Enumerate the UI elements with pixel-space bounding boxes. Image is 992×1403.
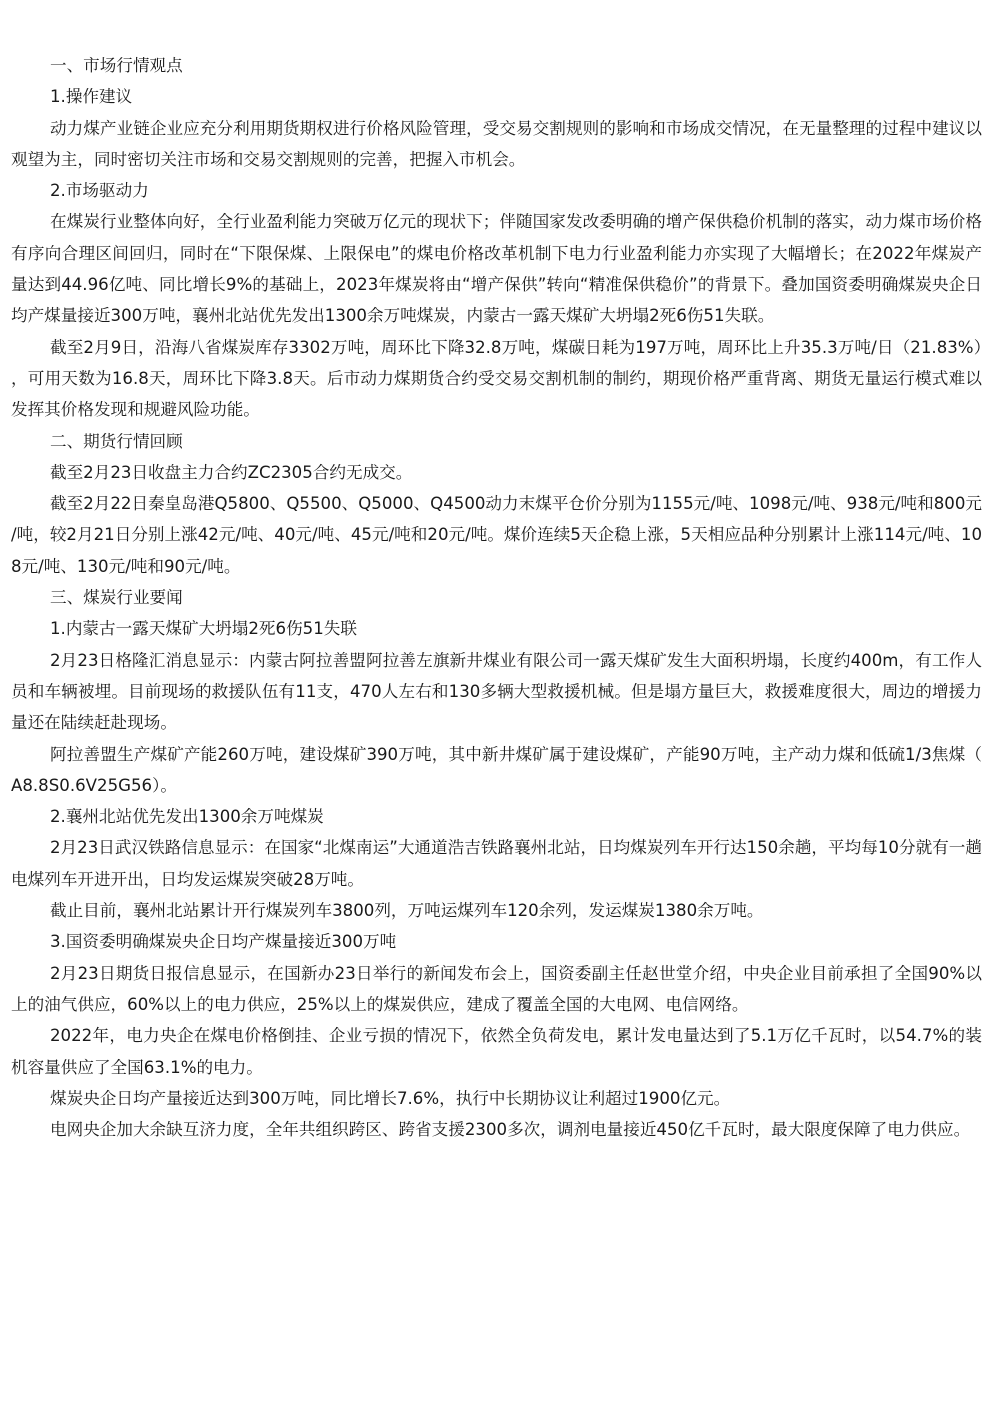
section-heading-futures-review: 二、期货行情回顾 xyxy=(50,431,183,451)
paragraph-alxa-capacity: 阿拉善盟生产煤矿产能260万吨，建设煤矿390万吨，其中新井煤矿属于建设煤矿，产能90万吨，主产动力煤和低硫1/3焦煤（A8.8S0.6V25G56）。 xyxy=(11,744,982,795)
subheading-mine-collapse: 1.内蒙古一露天煤矿大坍塌2死6伤51失联 xyxy=(50,619,357,639)
paragraph-coal-soes: 煤炭央企日均产量接近达到300万吨，同比增长7.6%，执行中长期协议让利超过1900亿元。 xyxy=(50,1088,731,1108)
paragraph-mine-collapse: 2月23日格隆汇消息显示：内蒙古阿拉善盟阿拉善左旗新井煤业有限公司一露天煤矿发生大面积坍塌，长度约400m，有工作人员和车辆被埋。目前现场的救援队伍有11支，470人左右和130多辆大型救援机械。但是塌方量巨大，救援难度很大，周边的增援力量还在陆续赶赴现场。 xyxy=(11,650,982,733)
paragraph-port-prices: 截至2月22日秦皇岛港Q5800、Q5500、Q5000、Q4500动力末煤平仓价分别为1155元/吨、1098元/吨、938元/吨和800元/吨，较2月21日分别上涨42元/吨、40元/吨、45元/吨和20元/吨。煤价连续5天企稳上涨，5天相应品种分别累计上涨114元/吨、108元/吨、130元/吨和90元/吨。 xyxy=(11,494,982,576)
paragraph-grid-soes: 电网央企加大余缺互济力度，全年共组织跨区、跨省支援2300多次，调剂电量接近450亿千瓦时，最大限度保障了电力供应。 xyxy=(50,1120,971,1140)
paragraph-coal-inventory: 截至2月9日，沿海八省煤炭库存3302万吨，周环比下降32.8万吨，煤碳日耗为197万吨，周环比上升35.3万吨/日（21.83%），可用天数为16.8天，周环比下降3.8天。后市动力煤期货合约受交易交割机制的制约，期现价格严重背离、期货无量运行模式难以发挥其价格发现和规避风险功能。 xyxy=(11,337,982,420)
paragraph-power-soes: 2022年，电力央企在煤电价格倒挂、企业亏损的情况下，依然全负荷发电，累计发电量达到了5.1万亿千瓦时，以54.7%的装机容量供应了全国63.1%的电力。 xyxy=(11,1026,982,1077)
section-heading-industry-news: 三、煤炭行业要闻 xyxy=(50,588,183,608)
subheading-xiangzhou-station: 2.襄州北站优先发出1300余万吨煤炭 xyxy=(50,807,324,827)
paragraph-operation-advice: 动力煤产业链企业应充分利用期货期权进行价格风险管理，受交易交割规则的影响和市场成交情况，在无量整理的过程中建议以观望为主，同时密切关注市场和交易交割规则的完善，把握入市机会。 xyxy=(11,118,982,169)
subheading-sasac-output: 3.国资委明确煤炭央企日均产煤量接近300万吨 xyxy=(50,932,397,952)
subheading-market-drivers: 2.市场驱动力 xyxy=(50,181,149,201)
section-heading-market-view: 一、市场行情观点 xyxy=(50,56,183,75)
paragraph-xiangzhou-totals: 截止目前，襄州北站累计开行煤炭列车3800列，万吨运煤列车120余列，发运煤炭1380余万吨。 xyxy=(50,901,764,921)
paragraph-main-contract: 截至2月23日收盘主力合约ZC2305合约无成交。 xyxy=(50,462,413,482)
paragraph-sasac-press: 2月23日期货日报信息显示，在国新办23日举行的新闻发布会上，国资委副主任赵世堂介绍，中央企业目前承担了全国90%以上的油气供应，60%以上的电力供应，25%以上的煤炭供应，建成了覆盖全国的大电网、电信网络。 xyxy=(11,963,982,1014)
subheading-operation-advice: 1.操作建议 xyxy=(50,87,133,107)
document-body xyxy=(11,50,982,1145)
paragraph-xiangzhou-trains: 2月23日武汉铁路信息显示：在国家“北煤南运”大通道浩吉铁路襄州北站，日均煤炭列车开行达150余趟，平均每10分就有一趟电煤列车开进开出，日均发运煤炭突破28万吨。 xyxy=(11,838,982,889)
paragraph-market-drivers: 在煤炭行业整体向好，全行业盈利能力突破万亿元的现状下；伴随国家发改委明确的增产保供稳价机制的落实，动力煤市场价格有序向合理区间回归，同时在“下限保煤、上限保电”的煤电价格改革机制下电力行业盈利能力亦实现了大幅增长；在2022年煤炭产量达到44.96亿吨、同比增长9%的基础上，2023年煤炭将由“增产保供”转向“精准保供稳价”的背景下。叠加国资委明确煤炭央企日均产煤量接近300万吨，襄州北站优先发出1300余万吨煤炭，内蒙古一露天煤矿大坍塌2死6伤51失联。 xyxy=(11,212,982,326)
